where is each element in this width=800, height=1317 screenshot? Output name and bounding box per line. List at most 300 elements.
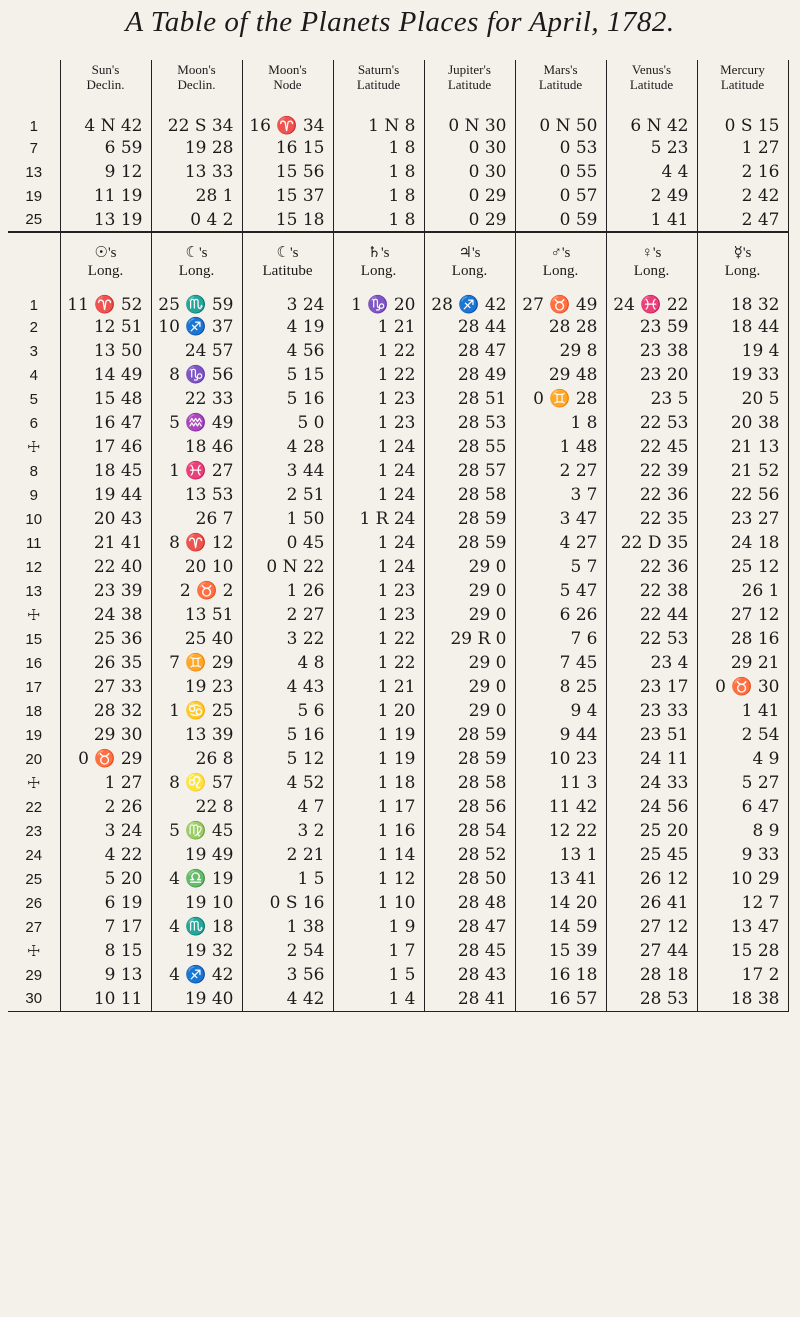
day-label: 17: [25, 678, 43, 696]
table-row: [8, 963, 788, 987]
table-cell: 1 24: [333, 435, 424, 459]
day-label: 7: [29, 139, 38, 157]
table-cell: 13 47: [697, 915, 788, 939]
table-cell: 4 27: [515, 531, 606, 555]
table-cell: 1 22: [333, 339, 424, 363]
table-cell: 28 53: [606, 987, 697, 1011]
table-cell: 0 53: [515, 136, 606, 160]
table-cell: 1 27: [697, 136, 788, 160]
table-cell: 28 47: [424, 339, 515, 363]
table-cell: 3 24: [242, 291, 333, 315]
table-row: [8, 459, 788, 483]
table-cell: 3 22: [242, 627, 333, 651]
table-cell: 4 19: [242, 315, 333, 339]
table-cell: 1 19: [333, 747, 424, 771]
table-cell: 28 51: [424, 387, 515, 411]
table-cell: 22 36: [606, 483, 697, 507]
day-label: 27: [25, 918, 43, 936]
header-row-longitudes: [8, 232, 788, 291]
table-cell: 29 0: [424, 579, 515, 603]
column-header: Mercury Latitude: [697, 60, 788, 106]
table-cell: 28 53: [424, 411, 515, 435]
table-cell: 1 8: [333, 208, 424, 232]
table-cell: 23 51: [606, 723, 697, 747]
table-cell: 28 59: [424, 723, 515, 747]
day-label: 24: [25, 846, 43, 864]
table-cell: 29 8: [515, 339, 606, 363]
day-label: 22: [25, 798, 43, 816]
table-row: [8, 603, 788, 627]
day-label: 18: [25, 702, 43, 720]
table-cell: 0 57: [515, 184, 606, 208]
header-row-latitudes: [8, 60, 788, 106]
table-cell: 21 52: [697, 459, 788, 483]
table-cell: 26 12: [606, 867, 697, 891]
table-cell: 28 57: [424, 459, 515, 483]
table-cell: 27 ♉ 49: [515, 291, 606, 315]
table-cell: 28 52: [424, 843, 515, 867]
table-cell: 1 22: [333, 363, 424, 387]
table-cell: 11 42: [515, 795, 606, 819]
table-cell: 0 ♊ 28: [515, 387, 606, 411]
table-row: [8, 208, 788, 232]
table-cell: 5 27: [697, 771, 788, 795]
table-row: [8, 411, 788, 435]
table-cell: 0 55: [515, 160, 606, 184]
day-label: 1: [29, 117, 38, 135]
table-cell: 29 0: [424, 651, 515, 675]
table-cell: 28 59: [424, 747, 515, 771]
table-cell: 5 20: [60, 867, 151, 891]
day-label: 8: [29, 462, 38, 480]
day-label: 23: [25, 822, 43, 840]
table-cell: 1 27: [60, 771, 151, 795]
table-cell: 26 8: [151, 747, 242, 771]
table-cell: 20 43: [60, 507, 151, 531]
table-cell: 5 0: [242, 411, 333, 435]
table-cell: 10 23: [515, 747, 606, 771]
column-header: Venus's Latitude: [606, 60, 697, 106]
table-cell: 9 33: [697, 843, 788, 867]
table-cell: 1 16: [333, 819, 424, 843]
table-row: [8, 723, 788, 747]
table-cell: 1 5: [242, 867, 333, 891]
table-cell: 7 ♊ 29: [151, 651, 242, 675]
table-cell: 3 24: [60, 819, 151, 843]
table-cell: 28 58: [424, 771, 515, 795]
table-cell: 26 41: [606, 891, 697, 915]
table-cell: 24 33: [606, 771, 697, 795]
table-cell: 15 56: [242, 160, 333, 184]
table-cell: 1 20: [333, 699, 424, 723]
table-cell: 24 18: [697, 531, 788, 555]
table-cell: 15 48: [60, 387, 151, 411]
day-label: 10: [25, 510, 43, 528]
table-cell: 22 35: [606, 507, 697, 531]
table-cell: 25 40: [151, 627, 242, 651]
table-cell: 1 23: [333, 579, 424, 603]
table-cell: 5 16: [242, 723, 333, 747]
table-cell: 26 1: [697, 579, 788, 603]
table-cell: 23 27: [697, 507, 788, 531]
day-label: 25: [25, 870, 43, 888]
table-cell: 19 44: [60, 483, 151, 507]
table-cell: 5 ♒ 49: [151, 411, 242, 435]
table-cell: 2 47: [697, 208, 788, 232]
table-cell: 8 ♑ 56: [151, 363, 242, 387]
planets-table: [8, 60, 788, 1012]
table-cell: 28 1: [151, 184, 242, 208]
column-header: ☉'s Long.: [60, 232, 151, 291]
header-blank: [8, 60, 60, 106]
table-row: [8, 843, 788, 867]
table-cell: 11 3: [515, 771, 606, 795]
table-cell: 19 28: [151, 136, 242, 160]
table-cell: 4 7: [242, 795, 333, 819]
page-title: A Table of the Planets Places for April, 1782.: [125, 6, 675, 38]
table-row: [8, 531, 788, 555]
table-cell: 25 ♏ 59: [151, 291, 242, 315]
table-cell: 2 51: [242, 483, 333, 507]
table-cell: 9 13: [60, 963, 151, 987]
table-cell: 13 19: [60, 208, 151, 232]
table-cell: 10 11: [60, 987, 151, 1011]
table-cell: 3 2: [242, 819, 333, 843]
table-cell: 1 24: [333, 483, 424, 507]
table-row: [8, 339, 788, 363]
table-cell: 1 38: [242, 915, 333, 939]
table-row: [8, 363, 788, 387]
table-row: [8, 555, 788, 579]
column-header: ☾'s Long.: [151, 232, 242, 291]
table-cell: 13 50: [60, 339, 151, 363]
table-row: [8, 819, 788, 843]
table-cell: 6 47: [697, 795, 788, 819]
table-cell: 5 7: [515, 555, 606, 579]
table-row: [8, 627, 788, 651]
table-cell: 29 48: [515, 363, 606, 387]
table-cell: 23 39: [60, 579, 151, 603]
table-cell: 18 44: [697, 315, 788, 339]
table-cell: 7 6: [515, 627, 606, 651]
table-cell: 1 8: [333, 160, 424, 184]
table-cell: 18 38: [697, 987, 788, 1011]
table-cell: 16 15: [242, 136, 333, 160]
table-cell: 24 57: [151, 339, 242, 363]
table-cell: 3 44: [242, 459, 333, 483]
table-cell: 2 54: [242, 939, 333, 963]
table-cell: 1 18: [333, 771, 424, 795]
table-cell: 16 57: [515, 987, 606, 1011]
table-cell: 29 0: [424, 699, 515, 723]
table-cell: 0 45: [242, 531, 333, 555]
table-cell: 8 15: [60, 939, 151, 963]
column-header: Jupiter's Latitude: [424, 60, 515, 106]
table-cell: 1 12: [333, 867, 424, 891]
table-cell: 19 23: [151, 675, 242, 699]
table-cell: 22 53: [606, 627, 697, 651]
column-header: ☾'s Latitube: [242, 232, 333, 291]
column-header: ♃'s Long.: [424, 232, 515, 291]
table-cell: 0 ♉ 30: [697, 675, 788, 699]
table-cell: 2 27: [515, 459, 606, 483]
table-cell: 28 58: [424, 483, 515, 507]
table-cell: 2 49: [606, 184, 697, 208]
table-cell: 8 9: [697, 819, 788, 843]
table-cell: 4 43: [242, 675, 333, 699]
day-label: 2: [29, 318, 38, 336]
table-cell: 2 26: [60, 795, 151, 819]
table-cell: 13 41: [515, 867, 606, 891]
day-label: 29: [25, 966, 43, 984]
table-cell: 5 16: [242, 387, 333, 411]
table-cell: 5 12: [242, 747, 333, 771]
table-cell: 4 9: [697, 747, 788, 771]
table-cell: 10 29: [697, 867, 788, 891]
table-cell: 1 22: [333, 651, 424, 675]
table-cell: 1 ♑ 20: [333, 291, 424, 315]
table-cell: 15 18: [242, 208, 333, 232]
table-cell: 1 10: [333, 891, 424, 915]
table-row: [8, 939, 788, 963]
table-row: [8, 160, 788, 184]
table-cell: 28 48: [424, 891, 515, 915]
table-cell: 27 12: [606, 915, 697, 939]
table-row: [8, 315, 788, 339]
table-cell: 28 ♐ 42: [424, 291, 515, 315]
day-label: 15: [25, 630, 43, 648]
table-cell: 6 26: [515, 603, 606, 627]
table-cell: 1 8: [515, 411, 606, 435]
day-label: 13: [25, 163, 43, 181]
table-cell: 1 23: [333, 603, 424, 627]
table-cell: 1 ♋ 25: [151, 699, 242, 723]
table-cell: 23 59: [606, 315, 697, 339]
table-cell: 1 26: [242, 579, 333, 603]
table-cell: 1 4: [333, 987, 424, 1011]
table-cell: 18 46: [151, 435, 242, 459]
table-cell: 28 55: [424, 435, 515, 459]
table-cell: 4 ♎ 19: [151, 867, 242, 891]
table-cell: 18 45: [60, 459, 151, 483]
table-cell: 1 9: [333, 915, 424, 939]
table-cell: 9 12: [60, 160, 151, 184]
table-row: [8, 795, 788, 819]
table-cell: 1 21: [333, 675, 424, 699]
table-cell: 0 29: [424, 208, 515, 232]
table-cell: 23 17: [606, 675, 697, 699]
table-cell: 25 20: [606, 819, 697, 843]
table-cell: 22 44: [606, 603, 697, 627]
table-row: [8, 675, 788, 699]
table-cell: 25 12: [697, 555, 788, 579]
table-cell: 1 24: [333, 531, 424, 555]
table-cell: 25 45: [606, 843, 697, 867]
table-cell: 4 42: [242, 987, 333, 1011]
table-cell: 28 49: [424, 363, 515, 387]
table-cell: 8 ♈ 12: [151, 531, 242, 555]
column-header: Saturn's Latitude: [333, 60, 424, 106]
table-cell: 3 7: [515, 483, 606, 507]
table-cell: 13 39: [151, 723, 242, 747]
table-cell: 1 17: [333, 795, 424, 819]
table-cell: 1 48: [515, 435, 606, 459]
table-cell: 2 27: [242, 603, 333, 627]
table-cell: 22 8: [151, 795, 242, 819]
table-cell: 0 N 22: [242, 555, 333, 579]
day-label: 13: [25, 582, 43, 600]
table-row: [8, 507, 788, 531]
day-label: ☩: [27, 943, 41, 960]
table-cell: 2 ♉ 2: [151, 579, 242, 603]
table-cell: 28 47: [424, 915, 515, 939]
table-cell: 28 43: [424, 963, 515, 987]
table-cell: 23 33: [606, 699, 697, 723]
table-cell: 1 19: [333, 723, 424, 747]
table-cell: 4 ♏ 18: [151, 915, 242, 939]
table-cell: 9 44: [515, 723, 606, 747]
table-cell: 23 4: [606, 651, 697, 675]
day-label: 30: [8, 987, 60, 1011]
table-cell: 24 ♓ 22: [606, 291, 697, 315]
table-cell: 23 38: [606, 339, 697, 363]
table-row: [8, 387, 788, 411]
table-cell: 23 20: [606, 363, 697, 387]
table-cell: 15 28: [697, 939, 788, 963]
table-cell: 0 N 50: [515, 106, 606, 136]
table-cell: 24 11: [606, 747, 697, 771]
table-cell: 19 49: [151, 843, 242, 867]
table-cell: 29 30: [60, 723, 151, 747]
table-cell: 0 S 16: [242, 891, 333, 915]
table-cell: 20 10: [151, 555, 242, 579]
table-cell: 2 16: [697, 160, 788, 184]
table-cell: 23 5: [606, 387, 697, 411]
day-label: 19: [25, 726, 43, 744]
table-cell: 0 30: [424, 160, 515, 184]
table-cell: 26 35: [60, 651, 151, 675]
ephemeris-table: [8, 60, 789, 1012]
table-cell: 0 30: [424, 136, 515, 160]
table-cell: 19 10: [151, 891, 242, 915]
table-cell: 4 ♐ 42: [151, 963, 242, 987]
day-label: 20: [25, 750, 43, 768]
table-cell: 7 17: [60, 915, 151, 939]
table-cell: 14 20: [515, 891, 606, 915]
table-cell: 22 39: [606, 459, 697, 483]
table-cell: 1 7: [333, 939, 424, 963]
table-cell: 29 0: [424, 555, 515, 579]
table-cell: 0 29: [424, 184, 515, 208]
table-cell: 1 24: [333, 459, 424, 483]
table-cell: 28 18: [606, 963, 697, 987]
table-cell: 27 12: [697, 603, 788, 627]
table-row: [8, 579, 788, 603]
table-cell: 17 46: [60, 435, 151, 459]
table-cell: 4 4: [606, 160, 697, 184]
table-row: [8, 291, 788, 315]
column-header: ♂'s Long.: [515, 232, 606, 291]
table-cell: 27 44: [606, 939, 697, 963]
table-cell: 20 38: [697, 411, 788, 435]
table-cell: 13 33: [151, 160, 242, 184]
table-cell: 12 22: [515, 819, 606, 843]
table-row: [8, 747, 788, 771]
table-cell: 2 54: [697, 723, 788, 747]
table-cell: 14 49: [60, 363, 151, 387]
table-cell: 28 54: [424, 819, 515, 843]
table-cell: 4 28: [242, 435, 333, 459]
table-cell: 21 41: [60, 531, 151, 555]
table-cell: 0 4 2: [151, 208, 242, 232]
table-cell: 24 38: [60, 603, 151, 627]
table-cell: 5 ♍ 45: [151, 819, 242, 843]
table-cell: 16 47: [60, 411, 151, 435]
table-cell: 9 4: [515, 699, 606, 723]
table-cell: 2 42: [697, 184, 788, 208]
table-cell: 6 N 42: [606, 106, 697, 136]
table-cell: 4 8: [242, 651, 333, 675]
table-cell: 22 38: [606, 579, 697, 603]
table-cell: 18 32: [697, 291, 788, 315]
table-cell: 22 53: [606, 411, 697, 435]
table-cell: 11 19: [60, 184, 151, 208]
table-cell: 29 R 0: [424, 627, 515, 651]
table-cell: 1 R 24: [333, 507, 424, 531]
column-header: ☿'s Long.: [697, 232, 788, 291]
day-label: 1: [29, 296, 38, 314]
table-cell: 28 45: [424, 939, 515, 963]
table-cell: 20 5: [697, 387, 788, 411]
table-cell: 1 41: [697, 699, 788, 723]
table-cell: 1 14: [333, 843, 424, 867]
table-cell: 24 56: [606, 795, 697, 819]
table-row: [8, 915, 788, 939]
table-row: [8, 106, 788, 136]
table-cell: 0 ♉ 29: [60, 747, 151, 771]
table-cell: 21 13: [697, 435, 788, 459]
day-label: 12: [25, 558, 43, 576]
day-label: 26: [25, 894, 43, 912]
table-cell: 5 47: [515, 579, 606, 603]
table-cell: 1 23: [333, 387, 424, 411]
table-cell: 19 4: [697, 339, 788, 363]
table-cell: 6 59: [60, 136, 151, 160]
table-cell: 1 ♓ 27: [151, 459, 242, 483]
table-cell: 13 51: [151, 603, 242, 627]
table-cell: 5 6: [242, 699, 333, 723]
day-label: ☩: [27, 775, 41, 792]
table-cell: 19 32: [151, 939, 242, 963]
table-cell: 0 S 15: [697, 106, 788, 136]
table-cell: 12 51: [60, 315, 151, 339]
table-cell: 1 22: [333, 627, 424, 651]
table-cell: 28 32: [60, 699, 151, 723]
table-cell: 5 15: [242, 363, 333, 387]
table-cell: 2 21: [242, 843, 333, 867]
table-cell: 25 36: [60, 627, 151, 651]
table-cell: 1 5: [333, 963, 424, 987]
table-row: [8, 136, 788, 160]
table-cell: 13 53: [151, 483, 242, 507]
table-row: [8, 184, 788, 208]
table-row: [8, 435, 788, 459]
table-cell: 0 59: [515, 208, 606, 232]
table-cell: 16 ♈ 34: [242, 106, 333, 136]
table-cell: 26 7: [151, 507, 242, 531]
day-label: 16: [25, 654, 43, 672]
table-cell: 29 21: [697, 651, 788, 675]
